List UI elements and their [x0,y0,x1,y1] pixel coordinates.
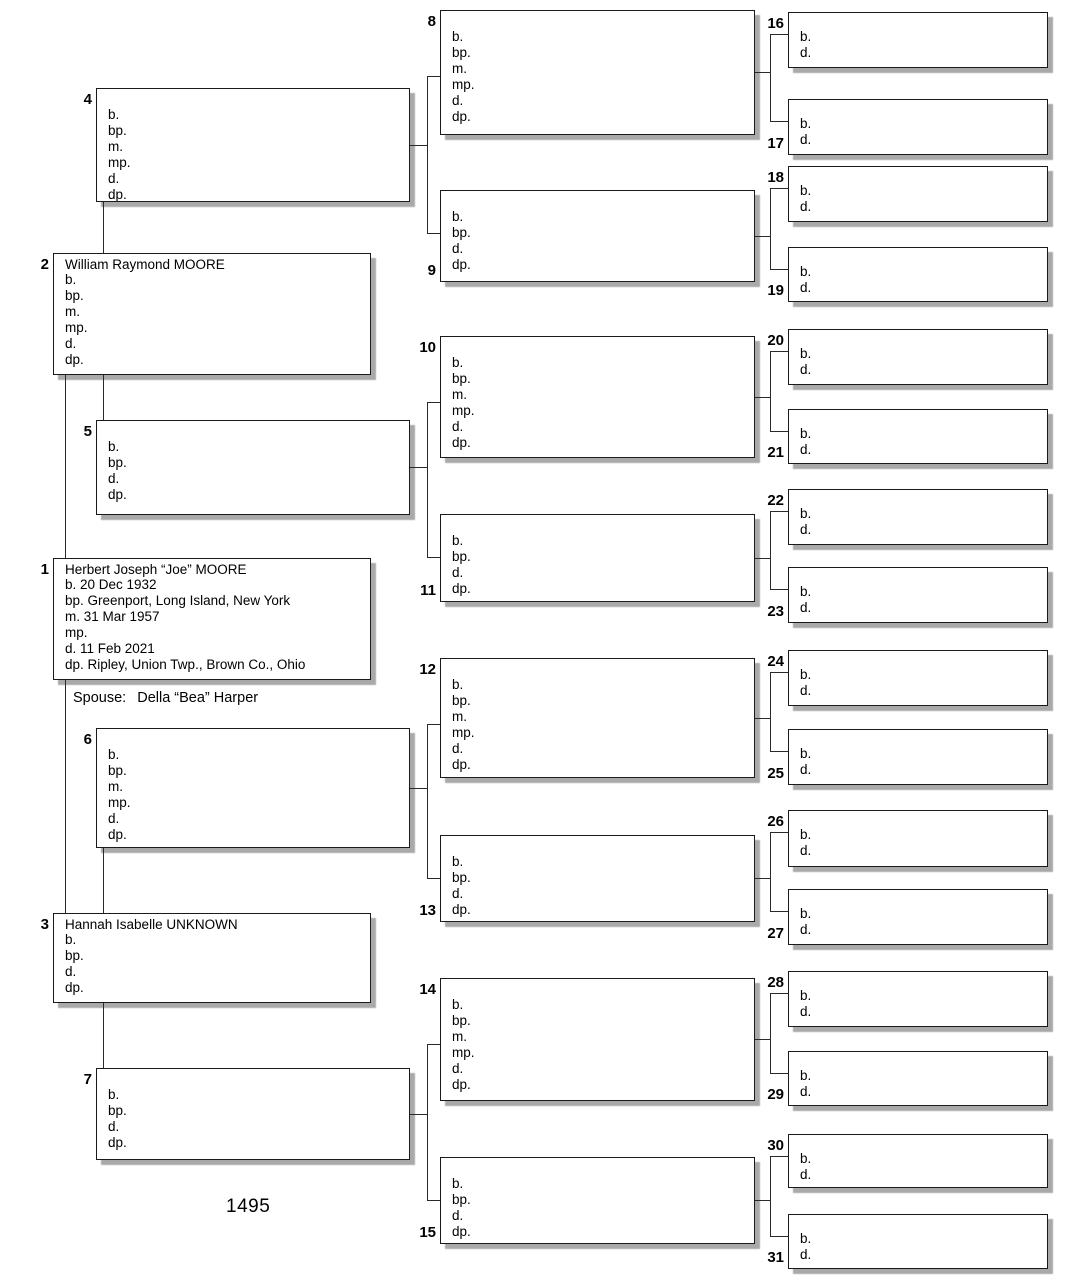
person-field: d. [452,1208,464,1223]
person-name [800,571,1041,584]
person-number-15: 15 [419,1224,436,1241]
person-field: d. [65,336,77,351]
person-name: Herbert Joseph “Joe” MOORE [65,562,247,577]
person-field: bp. Greenport, Long Island, New York [65,593,291,608]
connector-line [755,558,770,559]
person-field: dp. Ripley, Union Twp., Brown Co., Ohio [65,657,306,672]
person-number-29: 29 [767,1086,784,1103]
person-name [800,1138,1041,1151]
person-field: d. [800,600,812,615]
person-field: d. [800,45,812,60]
person-number-12: 12 [419,661,436,678]
person-field: dp. [452,757,471,772]
person-field: d. [108,471,120,486]
person-box-20 [788,329,1048,385]
person-box-25 [788,729,1048,785]
connector-line [103,848,104,913]
connector-line [770,832,788,833]
person-field: b. [800,1231,812,1246]
person-field: b. [800,746,812,761]
person-number-19: 19 [767,282,784,299]
person-field: b. [65,272,77,287]
person-number-13: 13 [419,902,436,919]
person-field: b. [800,29,812,44]
person-field: m. [452,709,467,724]
person-name [800,654,1041,667]
person-number-18: 18 [767,169,784,186]
person-field: m. [108,139,123,154]
connector-line [770,511,771,589]
person-field: d. [108,1119,120,1134]
person-field: mp. [452,403,475,418]
connector-line [103,375,104,420]
person-name [452,518,748,533]
person-field: dp. [452,257,471,272]
person-field: b. [452,1176,464,1191]
connector-line [770,188,771,269]
person-name [800,975,1041,988]
person-name [800,333,1041,346]
connector-line [410,788,427,789]
person-field: d. [800,1084,812,1099]
person-field: b. [800,506,812,521]
connector-line [410,1114,427,1115]
spouse-name: Della “Bea” Harper [137,690,259,706]
connector-line [770,832,771,911]
person-field: b. [800,183,812,198]
person-box-17 [788,99,1048,155]
person-box-1 [53,558,371,680]
person-field: dp. [452,109,471,124]
person-box-5 [96,420,410,515]
person-field: b. [800,426,812,441]
person-field: m. [452,1029,467,1044]
person-number-10: 10 [419,339,436,356]
person-name [108,732,403,747]
person-name [452,982,748,997]
connector-line [770,993,788,994]
person-box-19 [788,247,1048,302]
person-field: b. [108,107,120,122]
person-field: b. [800,667,812,682]
connector-line [65,375,66,558]
connector-line [410,467,427,468]
person-field: b. [108,747,120,762]
person-field: d. [452,741,464,756]
connector-line [770,589,788,590]
person-box-18 [788,166,1048,222]
person-field: d. [108,811,120,826]
connector-line [755,397,770,398]
person-field: mp. [452,77,475,92]
person-box-11 [440,514,755,602]
person-box-21 [788,409,1048,464]
connector-line [755,72,770,73]
spouse-line [73,690,258,706]
person-name [800,733,1041,746]
person-name [800,893,1041,906]
person-field: d. [800,762,812,777]
person-field: dp. [108,1135,127,1150]
person-field: mp. [65,320,88,335]
person-name [800,1218,1041,1231]
person-name [800,16,1041,29]
person-field: d. [65,964,77,979]
person-field: dp. [452,1224,471,1239]
connector-line [770,1073,788,1074]
connector-line [65,680,66,913]
person-box-26 [788,810,1048,867]
person-field: bp. [108,1103,127,1118]
person-name: Hannah Isabelle UNKNOWN [65,917,238,932]
person-number-5: 5 [83,423,92,440]
person-box-16 [788,12,1048,68]
person-name [108,92,403,107]
person-field: b. [452,854,464,869]
person-field: mp. [108,795,131,810]
person-number-16: 16 [767,15,784,32]
person-field: mp. [452,1045,475,1060]
connector-line [770,751,788,752]
person-number-1: 1 [40,561,49,578]
person-field: b. [452,355,464,370]
person-number-9: 9 [427,262,436,279]
person-field: d. [800,442,812,457]
connector-line [770,672,788,673]
person-field: dp. [108,827,127,842]
person-field: d. [800,280,812,295]
person-field: d. [800,1004,812,1019]
person-number-26: 26 [767,813,784,830]
person-field: dp. [108,487,127,502]
person-box-28 [788,971,1048,1027]
person-number-24: 24 [767,653,784,670]
person-field: dp. [452,902,471,917]
connector-line [103,202,104,253]
connector-line [770,351,788,352]
person-field: d. [452,886,464,901]
person-field: b. [452,533,464,548]
person-field: bp. [108,123,127,138]
person-field: b. [800,584,812,599]
person-field: b. [800,264,812,279]
person-name [800,814,1041,827]
connector-line [427,233,440,234]
person-field: d. [452,1061,464,1076]
connector-line [427,1044,440,1045]
person-name [452,14,748,29]
person-field: m. [65,304,80,319]
person-field: bp. [108,455,127,470]
spouse-label: Spouse: [73,690,127,706]
person-field: d. [452,565,464,580]
person-name [800,103,1041,116]
person-field: mp. [452,725,475,740]
person-name [800,413,1041,426]
person-field: bp. [452,225,471,240]
person-name [452,839,748,854]
person-number-7: 7 [83,1071,92,1088]
connector-line [770,672,771,751]
person-name [452,340,748,355]
person-field: dp. [65,352,84,367]
person-field: m. [452,61,467,76]
connector-line [427,724,428,878]
person-box-8 [440,10,755,135]
connector-line [103,1003,104,1068]
person-field: d. [800,199,812,214]
connector-line [770,993,771,1073]
connector-line [427,878,440,879]
connector-line [770,511,788,512]
connector-line [770,34,788,35]
person-field: d. [800,132,812,147]
person-number-20: 20 [767,332,784,349]
person-field: bp. [65,948,84,963]
person-field: dp. [452,435,471,450]
person-name [108,424,403,439]
person-field: bp. [452,549,471,564]
person-field: bp. [452,1013,471,1028]
person-field: bp. [452,371,471,386]
person-name [800,493,1041,506]
person-field: b. [800,346,812,361]
person-field: d. 11 Feb 2021 [65,641,155,656]
person-field: m. [452,387,467,402]
person-number-11: 11 [420,582,436,599]
connector-line [770,351,771,431]
person-box-29 [788,1051,1048,1106]
connector-line [427,76,428,233]
connector-line [770,911,788,912]
connector-line [770,1156,788,1157]
person-number-17: 17 [767,135,784,152]
person-field: d. [800,922,812,937]
connector-line [770,431,788,432]
connector-line [427,557,440,558]
person-field: dp. [452,1077,471,1092]
person-field: b. [800,1068,812,1083]
person-field: mp. [108,155,131,170]
person-box-9 [440,190,755,282]
connector-line [770,1156,771,1236]
person-number-8: 8 [427,13,436,30]
connector-line [770,1236,788,1237]
person-box-12 [440,658,755,778]
connector-line [770,34,771,121]
person-number-2: 2 [40,256,49,273]
person-number-3: 3 [40,916,49,933]
person-field: b. [452,677,464,692]
person-number-25: 25 [767,765,784,782]
person-name [452,1161,748,1176]
connector-line [770,188,788,189]
person-field: b. [452,29,464,44]
person-field: bp. [108,763,127,778]
person-box-6 [96,728,410,848]
person-field: d. [452,419,464,434]
connector-line [410,145,427,146]
person-field: b. [800,116,812,131]
page-number: 1495 [226,1196,271,1217]
person-field: d. [800,1167,812,1182]
person-number-14: 14 [419,981,436,998]
person-field: d. [452,241,464,256]
person-box-24 [788,650,1048,706]
person-number-30: 30 [767,1137,784,1154]
person-box-7 [96,1068,410,1160]
person-field: d. [452,93,464,108]
person-number-22: 22 [767,492,784,509]
person-field: bp. [452,45,471,60]
connector-line [755,1039,770,1040]
person-field: bp. [452,1192,471,1207]
person-field: b. [108,1087,120,1102]
person-box-4 [96,88,410,202]
person-name [452,194,748,209]
connector-line [755,1200,770,1201]
person-field: d. [800,683,812,698]
connector-line [755,718,770,719]
person-box-30 [788,1134,1048,1188]
person-name: William Raymond MOORE [65,257,225,272]
person-box-31 [788,1214,1048,1269]
person-field: d. [108,171,120,186]
person-field: dp. [65,980,84,995]
person-field: bp. [65,288,84,303]
person-field: m. [108,779,123,794]
person-name [800,1055,1041,1068]
person-field: dp. [452,581,471,596]
person-field: b. [65,932,77,947]
person-box-14 [440,978,755,1101]
person-field: b. 20 Dec 1932 [65,577,157,592]
person-field: bp. [452,870,471,885]
person-field: m. 31 Mar 1957 [65,609,160,624]
person-field: dp. [108,187,127,202]
person-number-6: 6 [83,731,92,748]
person-box-13 [440,835,755,922]
connector-line [427,1200,440,1201]
person-field: b. [800,906,812,921]
person-field: mp. [65,625,88,640]
connector-line [427,402,428,557]
person-box-15 [440,1157,755,1244]
person-field: d. [800,522,812,537]
connector-line [427,76,440,77]
person-name [800,251,1041,264]
person-field: b. [108,439,120,454]
person-box-10 [440,336,755,458]
person-number-21: 21 [767,444,784,461]
person-number-23: 23 [767,603,784,620]
person-number-4: 4 [83,91,92,108]
person-number-28: 28 [767,974,784,991]
person-field: b. [800,988,812,1003]
person-field: d. [800,1247,812,1262]
connector-line [427,724,440,725]
person-number-31: 31 [767,1249,784,1266]
person-field: d. [800,843,812,858]
person-field: b. [800,827,812,842]
person-box-23 [788,567,1048,623]
person-field: b. [452,997,464,1012]
connector-line [770,269,788,270]
person-box-2 [53,253,371,375]
person-field: d. [800,362,812,377]
connector-line [755,236,770,237]
person-box-22 [788,489,1048,545]
connector-line [770,121,788,122]
person-field: bp. [452,693,471,708]
person-field: b. [452,209,464,224]
person-field: b. [800,1151,812,1166]
person-name [800,170,1041,183]
connector-line [427,1044,428,1200]
connector-line [427,402,440,403]
person-name [108,1072,403,1087]
person-box-3 [53,913,371,1003]
person-box-27 [788,889,1048,945]
connector-line [755,878,770,879]
person-name [452,662,748,677]
person-number-27: 27 [767,925,784,942]
